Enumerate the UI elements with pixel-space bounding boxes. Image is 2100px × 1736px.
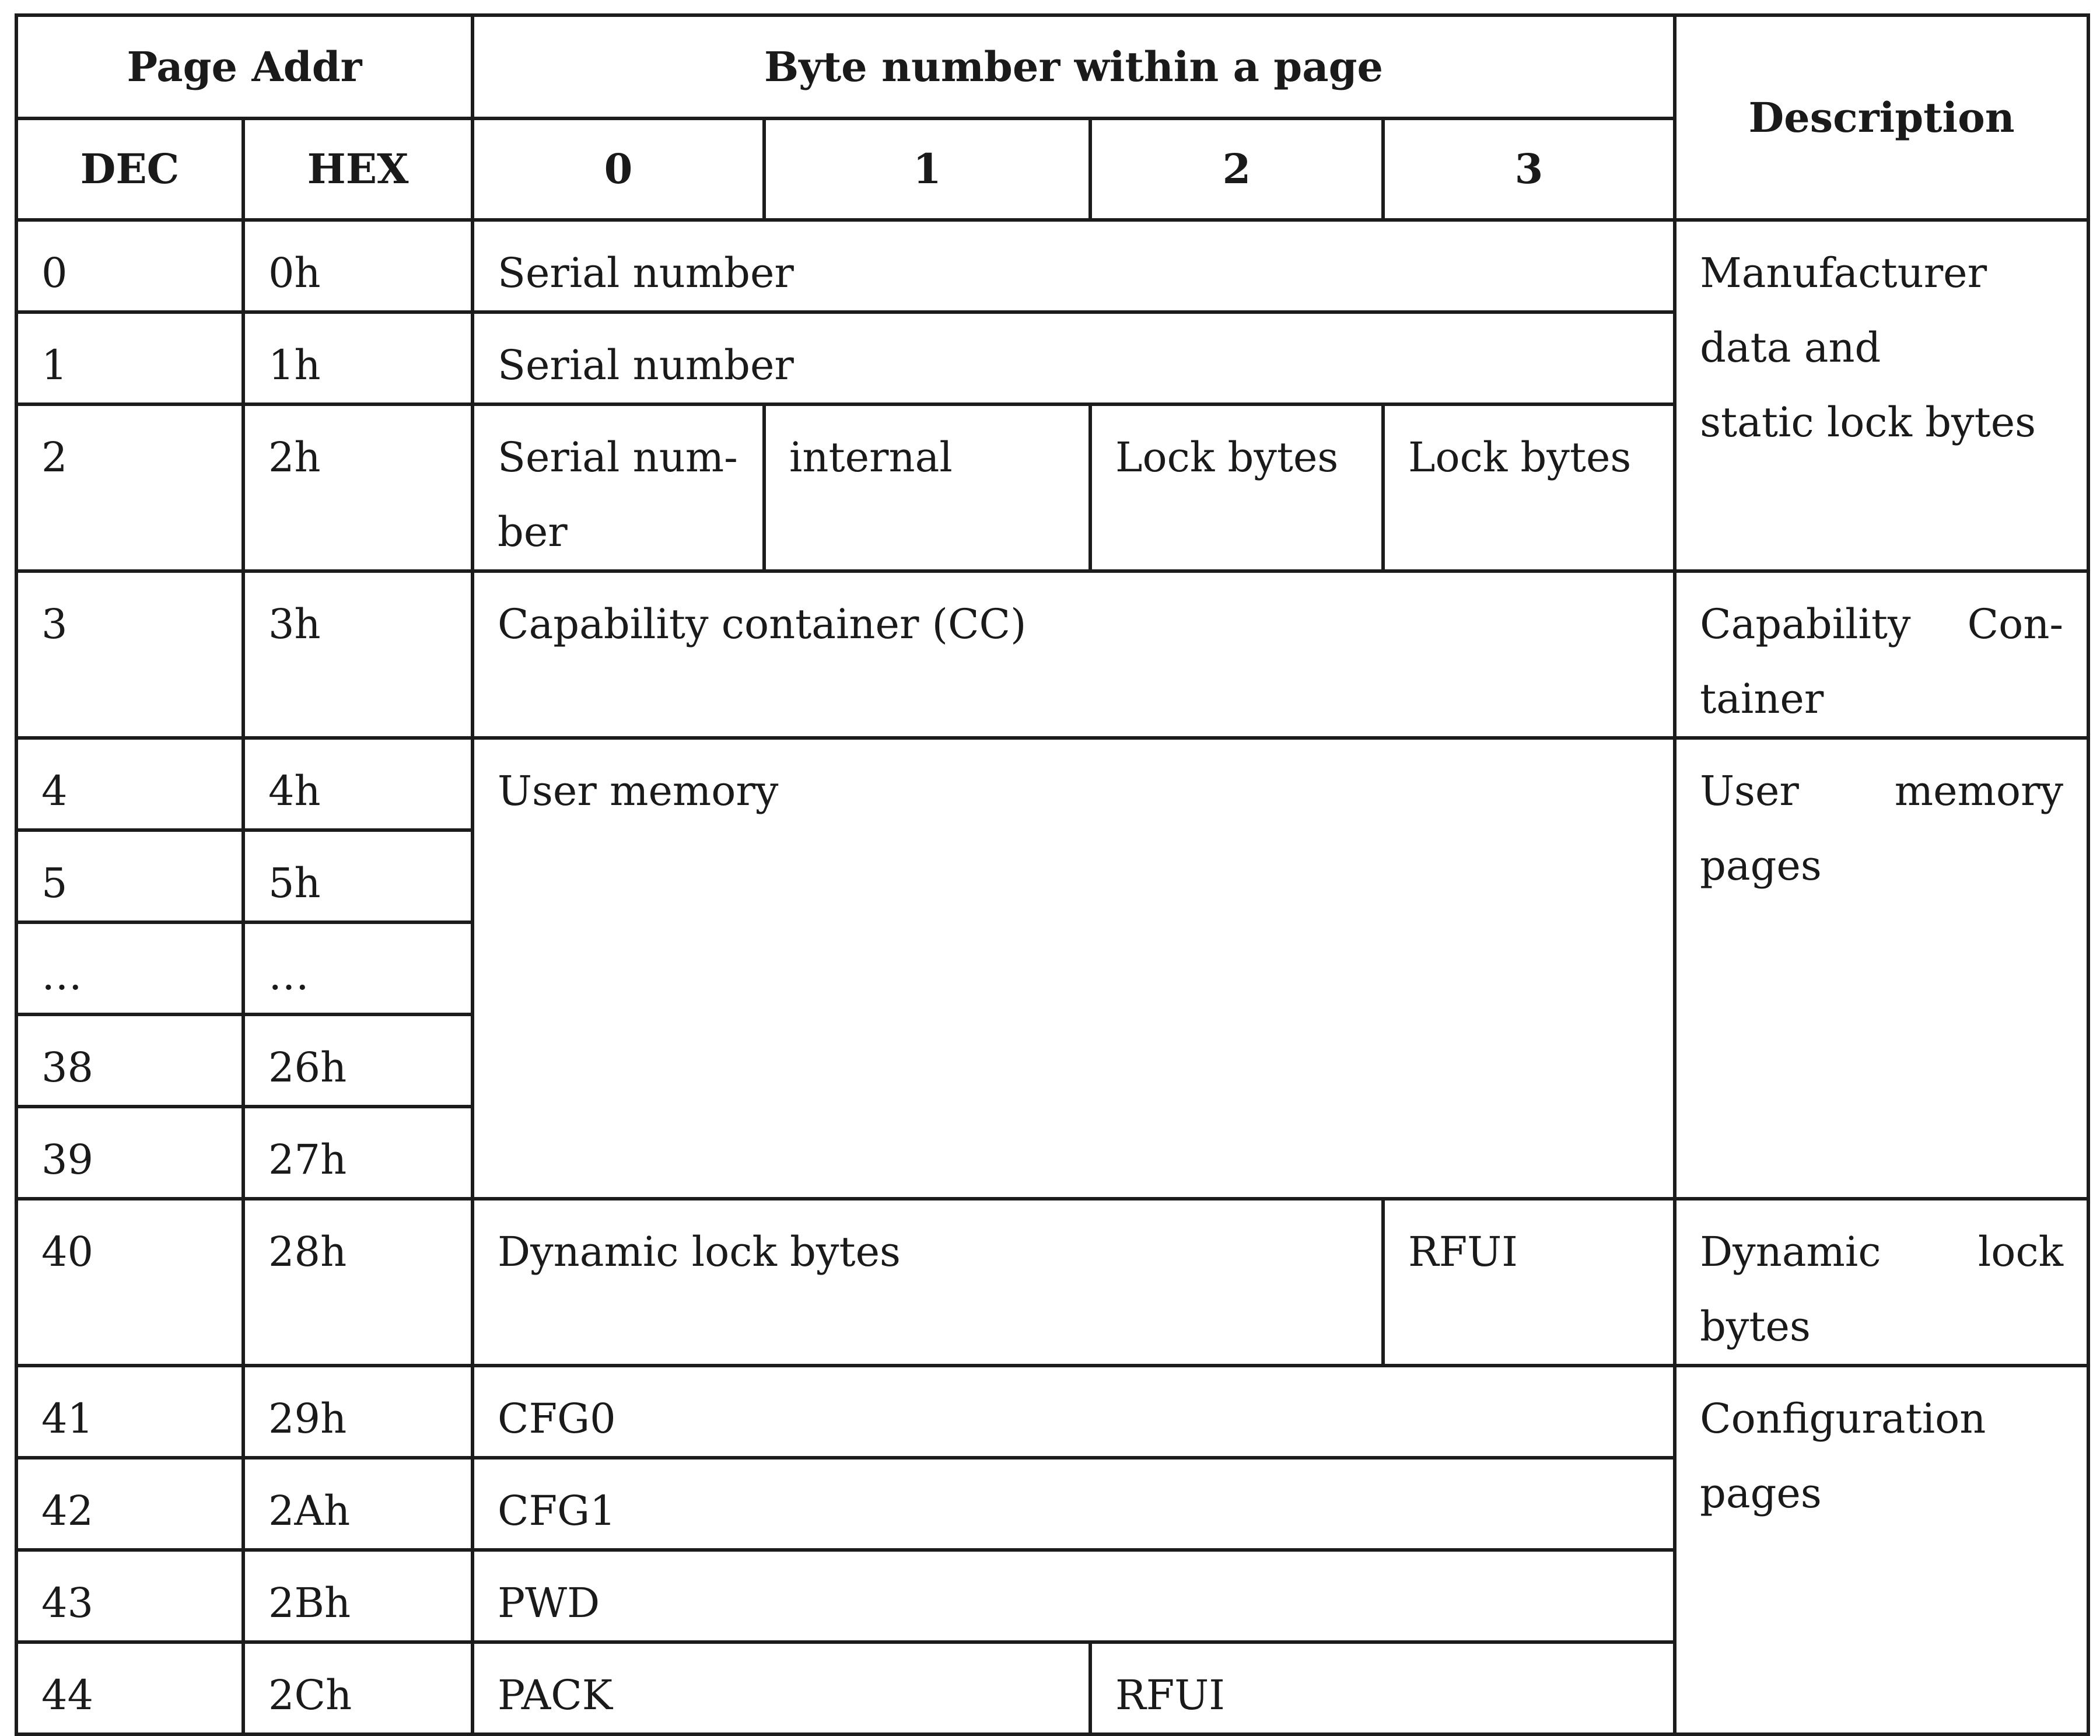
dec-cell: 1	[16, 312, 243, 404]
dec-cell: 5	[16, 830, 243, 922]
rfui-cell: RFUI	[1090, 1642, 1675, 1734]
description-line: Configuration	[1700, 1395, 1986, 1443]
description-line: data and	[1700, 324, 1881, 372]
description-word: Capability	[1700, 600, 1911, 648]
description-line	[1700, 587, 2063, 662]
hex-cell: 27h	[243, 1107, 473, 1199]
table-row	[16, 571, 2088, 738]
description-line: Manufacturer	[1700, 249, 1987, 297]
pack-cell: PACK	[473, 1642, 1090, 1734]
dec-cell: 40	[16, 1199, 243, 1366]
description-word: memory	[1894, 767, 2064, 815]
cell-line: ber	[498, 508, 568, 556]
header-dec: DEC	[16, 118, 243, 220]
description-capability-container	[1675, 571, 2088, 738]
header-page-addr: Page Addr	[16, 15, 473, 118]
dec-cell: 43	[16, 1550, 243, 1642]
description-line: static lock bytes	[1700, 398, 2036, 446]
description-word: User	[1700, 767, 1799, 815]
header-hex: HEX	[243, 118, 473, 220]
dec-cell: 42	[16, 1458, 243, 1550]
description-word: Dynamic	[1700, 1228, 1881, 1276]
header-byte-0: 0	[473, 118, 764, 220]
dec-cell: 3	[16, 571, 243, 738]
description-line	[1700, 754, 2063, 828]
dec-cell: 44	[16, 1642, 243, 1734]
cell-line: Serial num-	[498, 433, 738, 481]
dec-cell: 4	[16, 738, 243, 830]
description-word: lock	[1978, 1228, 2064, 1276]
hex-cell: 3h	[243, 571, 473, 738]
description-line: pages	[1700, 842, 1822, 890]
header-byte-1: 1	[764, 118, 1090, 220]
hex-cell: 28h	[243, 1199, 473, 1366]
description-line: bytes	[1700, 1303, 1811, 1350]
dec-cell: 2	[16, 404, 243, 571]
rfui-cell: RFUI	[1383, 1199, 1675, 1366]
header-byte-number: Byte number within a page	[473, 15, 1675, 118]
header-byte-2: 2	[1090, 118, 1383, 220]
table-row	[16, 1199, 2088, 1366]
dec-cell: 41	[16, 1366, 243, 1458]
dec-cell: 38	[16, 1014, 243, 1107]
description-user-memory	[1675, 738, 2088, 1199]
pwd-cell: PWD	[473, 1550, 1675, 1642]
user-memory-cell: User memory	[473, 738, 1675, 1199]
hex-cell: 2h	[243, 404, 473, 571]
lock-bytes-cell: Lock bytes	[1383, 404, 1675, 571]
header-byte-3: 3	[1383, 118, 1675, 220]
hex-cell: 26h	[243, 1014, 473, 1107]
description-line: pages	[1700, 1469, 1822, 1517]
serial-number-cell: Serial number	[473, 312, 1675, 404]
hex-cell: 29h	[243, 1366, 473, 1458]
hex-cell: 5h	[243, 830, 473, 922]
internal-cell: internal	[764, 404, 1090, 571]
description-dynamic-lock	[1675, 1199, 2088, 1366]
dynamic-lock-bytes-cell: Dynamic lock bytes	[473, 1199, 1383, 1366]
description-line	[1700, 1214, 2063, 1289]
table-row	[16, 220, 2088, 312]
hex-cell: 2Bh	[243, 1550, 473, 1642]
dec-cell: …	[16, 922, 243, 1014]
cfg1-cell: CFG1	[473, 1458, 1675, 1550]
hex-cell: 1h	[243, 312, 473, 404]
description-manufacturer	[1675, 220, 2088, 571]
memory-organization-table	[15, 13, 2090, 1736]
hex-cell: 2Ah	[243, 1458, 473, 1550]
table-row	[16, 738, 2088, 830]
description-word: Con-	[1967, 600, 2064, 648]
header-row-top	[16, 15, 2088, 118]
header-description: Description	[1675, 15, 2088, 220]
description-line: tainer	[1700, 675, 1824, 723]
serial-number-split-cell	[473, 404, 764, 571]
dec-cell: 39	[16, 1107, 243, 1199]
lock-bytes-cell: Lock bytes	[1090, 404, 1383, 571]
cfg0-cell: CFG0	[473, 1366, 1675, 1458]
hex-cell: 2Ch	[243, 1642, 473, 1734]
description-configuration	[1675, 1366, 2088, 1734]
capability-container-cell: Capability container (CC)	[473, 571, 1675, 738]
dec-cell: 0	[16, 220, 243, 312]
hex-cell: …	[243, 922, 473, 1014]
hex-cell: 0h	[243, 220, 473, 312]
hex-cell: 4h	[243, 738, 473, 830]
table-row	[16, 1366, 2088, 1458]
serial-number-cell: Serial number	[473, 220, 1675, 312]
